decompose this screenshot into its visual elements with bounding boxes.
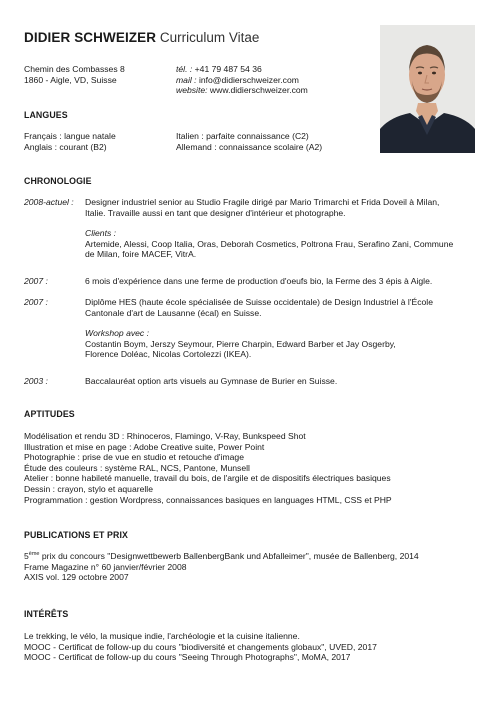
page-title xyxy=(24,30,259,46)
interests-list xyxy=(24,631,476,663)
prize-text: prix du concours "Designwettbewerb BallenbergBank und Abfalleimer", musée de Ballenberg, 2014 xyxy=(39,551,419,561)
section-title-chronologie: CHRONOLOGIE xyxy=(24,176,92,186)
interest-item: Le trekking, le vélo, la musique indie, l'archéologie et la cuisine italienne. xyxy=(24,631,300,641)
workshop-label: Workshop avec : xyxy=(85,328,149,339)
address-line-1: Chemin des Combasses 8 xyxy=(24,64,125,74)
publications-list xyxy=(24,551,476,583)
phone-value[interactable]: +41 79 487 54 36 xyxy=(194,64,262,74)
clients-label: Clients : xyxy=(85,228,117,239)
clients-line: de Milan, foire MACEF, VitrA. xyxy=(85,249,197,260)
aptitude-item: Atelier : bonne habileté manuelle, travail du bois, de l'argile et de dispositifs électriques basiques xyxy=(24,473,391,484)
publication-item: Frame Magazine n° 60 janvier/février 2008 xyxy=(24,561,187,572)
chronology-line: Cantonale d'art de Lausanne (écal) en Suisse. xyxy=(85,307,262,318)
aptitudes-list xyxy=(24,431,476,505)
languages-left xyxy=(24,131,116,152)
chronology-date: 2007 : xyxy=(24,297,48,307)
section-title-interets: INTÉRÊTS xyxy=(24,609,69,619)
chronology-line: Baccalauréat option arts visuels au Gymnase de Burier en Suisse. xyxy=(85,376,338,386)
chronology-date: 2007 : xyxy=(24,276,48,286)
aptitude-item: Modélisation et rendu 3D : Rhinoceros, Flamingo, V-Ray, Bunkspeed Shot xyxy=(24,431,306,441)
mail-value[interactable]: info@didierschweizer.com xyxy=(198,74,299,85)
chronology-text xyxy=(85,376,477,387)
mail-row xyxy=(176,75,308,86)
languages-right xyxy=(176,131,322,152)
aptitude-item: Étude des couleurs : système RAL, NCS, Pantone, Munsell xyxy=(24,462,250,473)
chronology-line: 6 mois d'expérience dans une ferme de production d'oeufs bio, la Ferme des 3 épis à Aigle. xyxy=(85,276,433,286)
chronology-text xyxy=(85,276,477,287)
prize-rank: 5 xyxy=(24,551,29,561)
mail-label: mail : xyxy=(176,74,197,85)
chronology-date: 2003 : xyxy=(24,376,48,386)
section-title-aptitudes: APTITUDES xyxy=(24,409,75,419)
chronology-line: Designer industriel senior au Studio Fragile dirigé par Mario Trimarchi et Frida Doveil à Milan, xyxy=(85,197,440,207)
workshop-line: Florence Doléac, Nicolas Cortolezzi (IKEA). xyxy=(85,349,252,360)
portrait-icon xyxy=(380,25,475,153)
aptitude-item: Photographie : prise de vue en studio et retouche d'image xyxy=(24,452,244,463)
phone-row xyxy=(176,64,308,75)
section-title-langues: LANGUES xyxy=(24,110,68,120)
document-subtitle: Curriculum Vitae xyxy=(159,30,260,45)
aptitude-item: Dessin : crayon, stylo et aquarelle xyxy=(24,483,153,494)
clients-line: Artemide, Alessi, Coop Italia, Oras, Deborah Cosmetics, Poltrona Frau, Serafino Zani, Commune xyxy=(85,238,454,249)
publication-item: AXIS vol. 129 octobre 2007 xyxy=(24,572,129,583)
address-line-2: 1860 - Aigle, VD, Suisse xyxy=(24,74,117,85)
chronology-text xyxy=(85,297,477,360)
aptitude-item: Illustration et mise en page : Adobe Creative suite, Power Point xyxy=(24,441,265,452)
person-name: DIDIER SCHWEIZER xyxy=(24,30,157,45)
portrait-photo xyxy=(380,25,475,153)
publication-item xyxy=(24,551,476,562)
chronology-date: 2008-actuel : xyxy=(24,197,74,207)
language-item: Anglais : courant (B2) xyxy=(24,141,107,152)
prize-rank-suffix: ème xyxy=(28,551,40,557)
contact-details xyxy=(176,64,308,96)
language-item: Italien : parfaite connaissance (C2) xyxy=(176,131,309,141)
chronology-text xyxy=(85,197,477,260)
language-item: Français : langue natale xyxy=(24,131,116,141)
language-item: Allemand : connaissance scolaire (A2) xyxy=(176,141,323,152)
website-label: website: xyxy=(176,85,208,96)
interest-item: MOOC - Certificat de follow-up du cours "Seeing Through Photographs", MoMA, 2017 xyxy=(24,652,351,663)
chronology-line: Diplôme HES (haute école spécialisée de Suisse occidentale) de Design Industriel à l'École xyxy=(85,297,433,307)
aptitude-item: Programmation : gestion Wordpress, connaissances basiques en languages HTML, CSS et PHP xyxy=(24,494,392,505)
contact-address xyxy=(24,64,125,85)
website-link[interactable]: www.didierschweizer.com xyxy=(209,85,308,96)
interest-item: MOOC - Certificat de follow-up du cours "biodiversité et changements globaux", UVED, 2017 xyxy=(24,641,377,652)
chronology-line: Italie. Travaille aussi en tant que designer d'intérieur et photographe. xyxy=(85,207,346,218)
workshop-line: Costantin Boym, Jerszy Seymour, Pierre Charpin, Edward Barber et Jay Osgerby, xyxy=(85,338,396,349)
website-row xyxy=(176,85,308,96)
section-title-publications: PUBLICATIONS ET PRIX xyxy=(24,530,128,540)
phone-label: tél. : xyxy=(176,64,193,74)
